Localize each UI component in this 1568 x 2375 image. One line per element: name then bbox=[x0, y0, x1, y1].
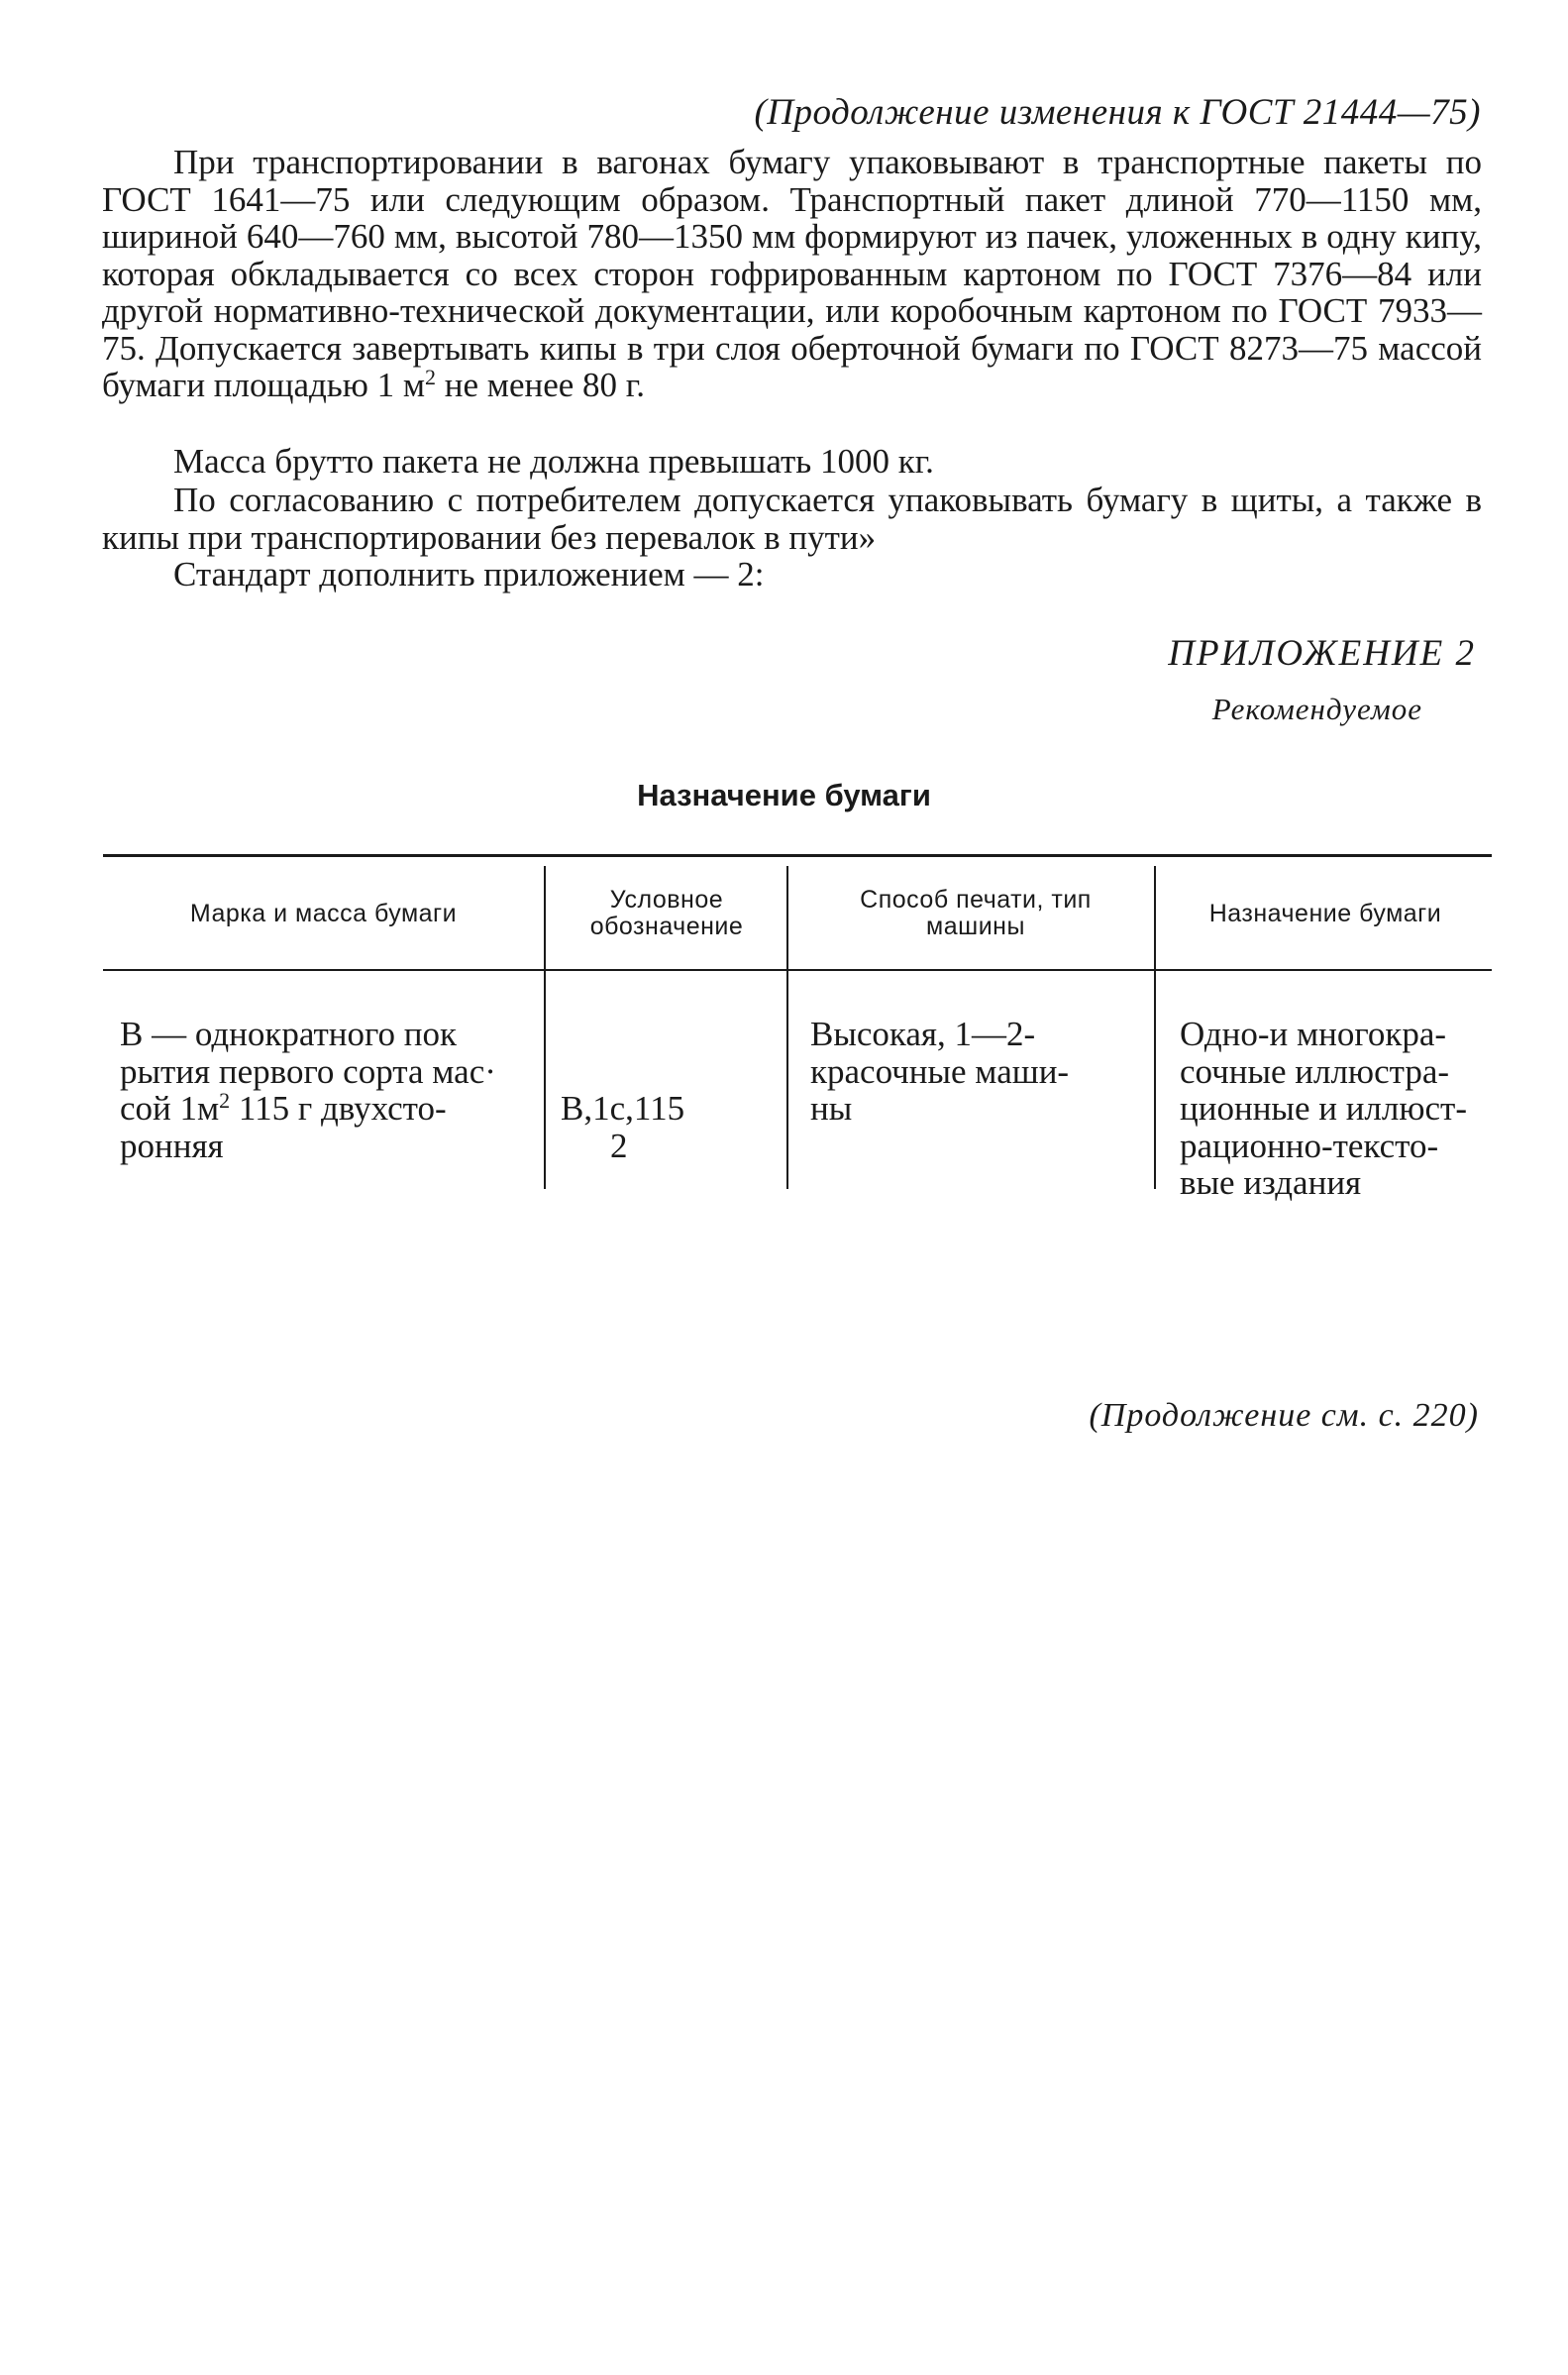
header-printing-method: Способ печати, тип машины bbox=[860, 886, 1092, 940]
cell-printing-line: Высокая, 1—2- bbox=[810, 1015, 1036, 1053]
cell-designation-line: В,1с,115 bbox=[561, 1089, 685, 1128]
cell-purpose-line: рационно-тексто- bbox=[1180, 1126, 1439, 1165]
cell-printing-method bbox=[810, 1016, 1147, 1128]
paragraph-agreement bbox=[102, 482, 1482, 556]
appendix-subtitle: Рекомендуемое bbox=[1211, 692, 1422, 726]
superscript-2: 2 bbox=[425, 365, 437, 389]
header-continuation-note: (Продолжение изменения к ГОСТ 21444—75) bbox=[754, 92, 1481, 133]
cell-purpose bbox=[1180, 1016, 1497, 1202]
header-designation: Условное обозначение bbox=[589, 886, 744, 940]
cell-grade-mass bbox=[120, 1016, 536, 1164]
paragraph-gross-mass-text: Масса брутто пакета не должна превышать 1000 кг. bbox=[173, 442, 934, 481]
header-grade-mass: Марка и масса бумаги bbox=[189, 899, 458, 927]
cell-grade-line: рытия первого сорта мас· bbox=[120, 1051, 496, 1091]
superscript-2: 2 bbox=[219, 1088, 231, 1113]
cell-grade-line: ронняя bbox=[120, 1126, 224, 1165]
paragraph-gross-mass bbox=[102, 443, 1482, 481]
cell-purpose-line: ционные и иллюст- bbox=[1180, 1089, 1467, 1128]
table-title: Назначение бумаги bbox=[637, 778, 931, 812]
column-divider-3 bbox=[1154, 866, 1156, 1189]
column-divider-2 bbox=[786, 866, 788, 1189]
cell-purpose-line: сочные иллюстра- bbox=[1180, 1051, 1450, 1091]
cell-purpose-line: Одно-и многокра- bbox=[1180, 1015, 1447, 1053]
paragraph-supplement-text: Стандарт дополнить приложением — 2: bbox=[173, 555, 765, 594]
paragraph-packaging-tail: не менее 80 г. bbox=[436, 366, 645, 404]
column-divider-1 bbox=[544, 866, 546, 1189]
appendix-title: ПРИЛОЖЕНИЕ 2 bbox=[1168, 633, 1476, 674]
footer-continuation-note: (Продолжение см. с. 220) bbox=[1089, 1397, 1479, 1434]
cell-designation bbox=[561, 1090, 749, 1164]
cell-grade-line: В — однократного пок bbox=[120, 1015, 458, 1053]
cell-printing-line: ны bbox=[810, 1089, 853, 1128]
cell-designation-line: 2 bbox=[610, 1126, 628, 1165]
paragraph-packaging bbox=[102, 144, 1482, 404]
cell-printing-line: красочные маши- bbox=[810, 1051, 1070, 1091]
header-purpose: Назначение бумаги bbox=[1208, 899, 1442, 927]
cell-grade-line: сой $1м^2$ 115 г двухсто- bbox=[120, 1088, 447, 1128]
paragraph-packaging-text: При транспортировании в вагонах бумагу упаковывают в транспортные пакеты по ГОСТ 1641—75 или следующим образом. Транспортный пакет длиной 770—1150 мм, шириной 640—760 мм, высотой 780—1350 мм формируют из пачек, уложенных в одну кипу, которая обкладывается со всех сторон гофрированным картоном по ГОСТ 7376—84 или другой нормативно-технической документации, или коробочным картоном по ГОСТ 7933—75. Допускается завертывать кипы в три слоя оберточной бумаги по ГОСТ 8273—75 массой бумаги площадью 1 м bbox=[102, 143, 1482, 404]
table-header-rule bbox=[103, 969, 1492, 971]
table-top-rule bbox=[103, 854, 1492, 857]
paragraph-supplement bbox=[102, 556, 1482, 594]
paragraph-agreement-text: По согласованию с потребителем допускается упаковывать бумагу в щиты, а также в кипы при транспортировании без перевалок в пути» bbox=[102, 481, 1482, 557]
cell-purpose-line: вые издания bbox=[1180, 1163, 1362, 1202]
